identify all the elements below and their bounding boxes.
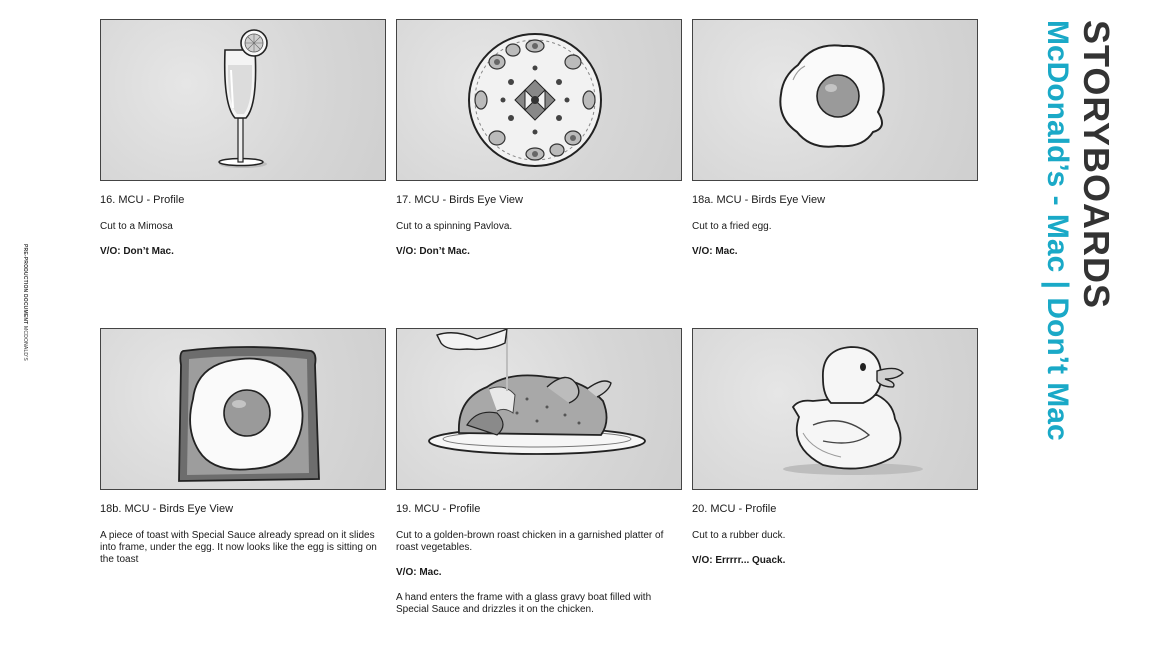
- voice-over: V/O: Don’t Mac.: [396, 246, 470, 257]
- egg-on-toast-drawing: [101, 329, 385, 489]
- title-block: [1040, 20, 1118, 441]
- storyboard-frame-17: [396, 19, 682, 258]
- shot-label: 19. MCU - Profile: [396, 503, 481, 515]
- voice-over: V/O: Mac.: [692, 246, 738, 257]
- shot-label: 18b. MCU - Birds Eye View: [100, 503, 234, 515]
- side-label: [22, 244, 28, 361]
- shot-label: 20. MCU - Profile: [692, 503, 777, 515]
- document-subtitle: McDonald’s - Mac | Don’t Mac: [1041, 20, 1074, 441]
- storyboard-frame-18b: [100, 328, 386, 566]
- panel-roast-chicken: [396, 328, 682, 490]
- panel-rubber-duck: [692, 328, 978, 490]
- side-label-client: MCDONALD'S: [22, 326, 28, 361]
- shot-description: Cut to a golden-brown roast chicken in a garnished platter of roast vegetables.: [396, 530, 664, 553]
- shot-description: Cut to a fried egg.: [692, 221, 772, 232]
- storyboard-frame-16: [100, 19, 386, 258]
- panel-egg-on-toast: [100, 328, 386, 490]
- side-label-strong: PRE-PRODUCTION DOCUMENT: [22, 244, 28, 325]
- shot-description-after: A hand enters the frame with a glass gravy boat filled with Special Sauce and drizzles it on the chicken.: [396, 592, 652, 615]
- voice-over: V/O: Errrrr... Quack.: [692, 555, 786, 566]
- shot-description: Cut to a Mimosa: [100, 221, 173, 232]
- pavlova-drawing: [397, 20, 681, 180]
- storyboard-frame-19: [396, 328, 682, 616]
- mimosa-glass-drawing: [101, 20, 385, 180]
- storyboard-frame-20: [692, 328, 978, 567]
- roast-chicken-drawing: [397, 329, 681, 489]
- panel-fried-egg: [692, 19, 978, 181]
- shot-description: Cut to a rubber duck.: [692, 530, 786, 541]
- voice-over: V/O: Don’t Mac.: [100, 246, 174, 257]
- shot-description: A piece of toast with Special Sauce already spread on it slides into frame, under the egg. It now looks like the egg is sitting on the toast: [100, 530, 377, 565]
- shot-label: 18a. MCU - Birds Eye View: [692, 194, 826, 206]
- rubber-duck-drawing: [693, 329, 977, 489]
- storyboard-frame-18a: [692, 19, 978, 258]
- voice-over: V/O: Mac.: [396, 567, 442, 578]
- shot-label: 16. MCU - Profile: [100, 194, 185, 206]
- fried-egg-drawing: [693, 20, 977, 180]
- document-title: STORYBOARDS: [1076, 20, 1117, 310]
- panel-pavlova: [396, 19, 682, 181]
- panel-mimosa: [100, 19, 386, 181]
- shot-description: Cut to a spinning Pavlova.: [396, 221, 513, 232]
- shot-label: 17. MCU - Birds Eye View: [396, 194, 523, 206]
